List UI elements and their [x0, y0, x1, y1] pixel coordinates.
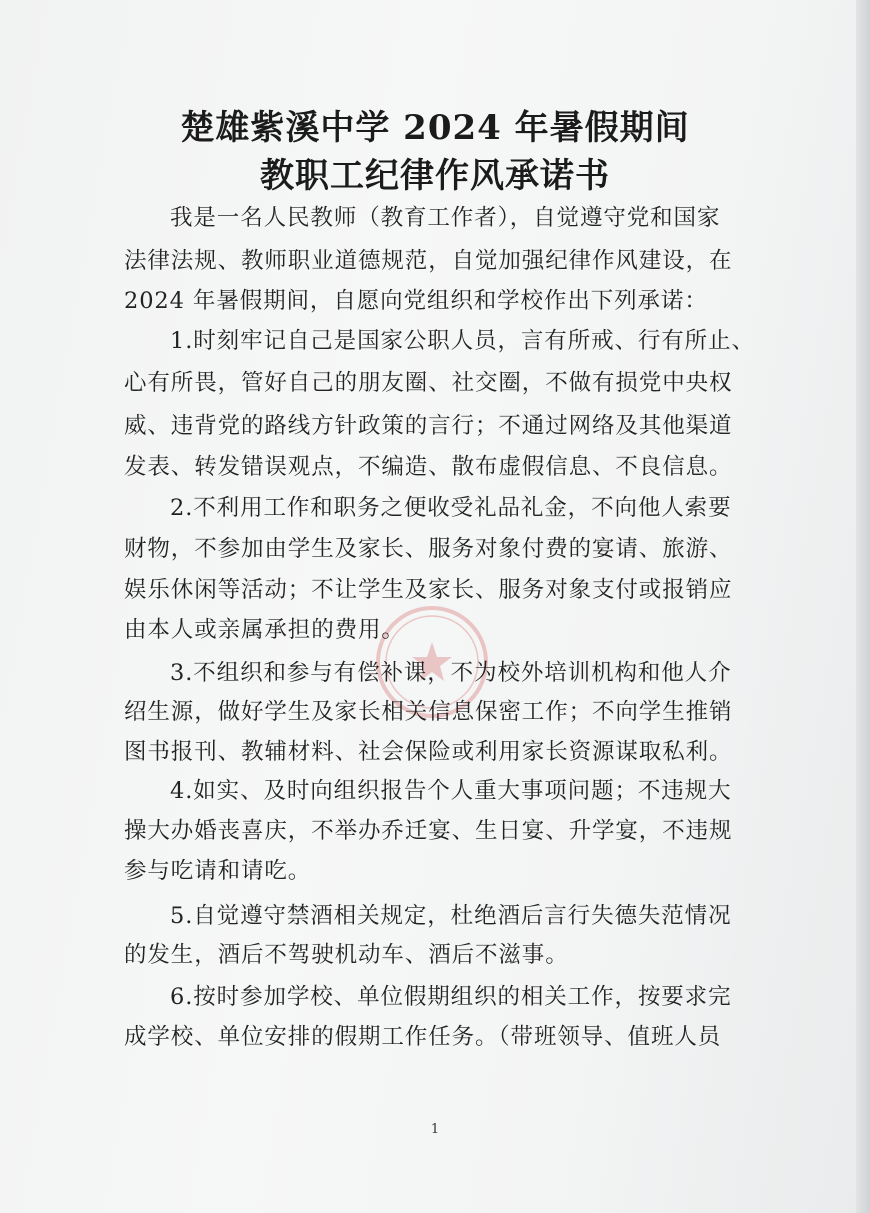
- page-number: 1: [430, 1122, 440, 1137]
- item-2-line-4: 由本人或亲属承担的费用。: [124, 617, 405, 643]
- item-5-line-2: 的发生，酒后不驾驶机动车、酒后不滋事。: [124, 942, 569, 968]
- item-3-line-3: 图书报刊、教辅材料、社会保险或利用家长资源谋取私利。: [124, 739, 733, 765]
- document-title-line-1: 楚雄紫溪中学 2024 年暑假期间: [180, 108, 690, 148]
- item-3-line-1: 3.不组织和参与有偿补课，不为校外培训机构和他人介: [170, 660, 732, 686]
- item-1-line-4: 发表、转发错误观点，不编造、散布虚假信息、不良信息。: [124, 454, 733, 480]
- item-1-line-2: 心有所畏，管好自己的朋友圈、社交圈，不做有损党中央权: [124, 370, 733, 396]
- item-4-line-1: 4.如实、及时向组织报告个人重大事项问题；不违规大: [170, 778, 732, 804]
- item-4-line-2: 操大办婚丧喜庆，不举办乔迁宴、生日宴、升学宴，不违规: [124, 818, 733, 844]
- item-3-line-2: 绍生源，做好学生及家长相关信息保密工作；不向学生推销: [124, 699, 733, 725]
- item-2-line-3: 娱乐休闲等活动；不让学生及家长、服务对象支付或报销应: [124, 577, 733, 603]
- item-1-line-3: 威、违背党的路线方针政策的言行；不通过网络及其他渠道: [124, 413, 733, 439]
- item-2-line-1: 2.不利用工作和职务之便收受礼品礼金，不向他人索要: [170, 495, 732, 521]
- document-title-line-2: 教职工纪律作风承诺书: [260, 156, 610, 196]
- item-2-line-2: 财物，不参加由学生及家长、服务对象付费的宴请、旅游、: [124, 536, 733, 562]
- item-4-line-3: 参与吃请和请吃。: [124, 858, 312, 884]
- item-1-line-1: 1.时刻牢记自己是国家公职人员，言有所戒、行有所止、: [170, 328, 755, 354]
- item-6-line-2: 成学校、单位安排的假期工作任务。（带班领导、值班人员: [124, 1024, 722, 1050]
- item-6-line-1: 6.按时参加学校、单位假期组织的相关工作，按要求完: [170, 984, 732, 1010]
- intro-line-2: 法律法规、教师职业道德规范，自觉加强纪律作风建设，在: [124, 248, 733, 274]
- intro-line-3: 2024 年暑假期间，自愿向党组织和学校作出下列承诺：: [124, 288, 708, 314]
- intro-line-1: 我是一名人民教师（教育工作者），自觉遵守党和国家: [170, 205, 721, 231]
- item-5-line-1: 5.自觉遵守禁酒相关规定，杜绝酒后言行失德失范情况: [170, 903, 732, 929]
